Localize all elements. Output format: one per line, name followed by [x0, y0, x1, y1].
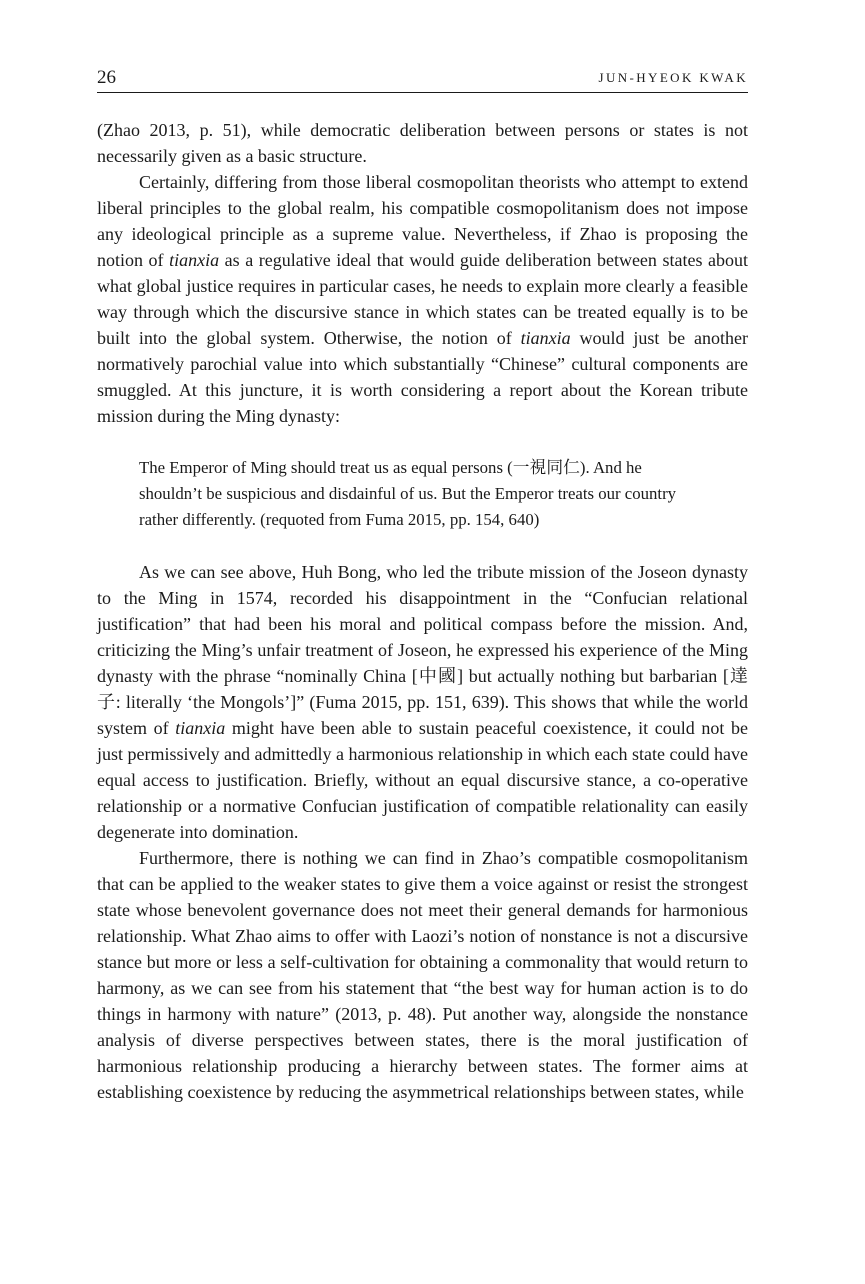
paragraph-2-italic-b: tianxia	[520, 328, 571, 348]
paragraph-2-text-c: would just be another normatively parochial value into which substantially “Chinese” cultural components are smuggled. At this juncture, it is worth considering a report about the Korean tribute mission during the Ming dynasty:	[97, 328, 748, 426]
paragraph-1-text: (Zhao 2013, p. 51), while democratic deliberation between persons or states is not necessarily given as a basic structure.	[97, 120, 748, 166]
paragraph-4-text: Furthermore, there is nothing we can find in Zhao’s compatible cosmopolitanism that can be applied to the weaker states to give them a voice against or resist the strongest state whose benevolent governance does not meet their general demands for harmonious relationship. What Zhao aims to offer with Laozi’s notion of nonstance is not a discursive stance but more or less a self-cultivation for obtaining a commonality that would return to harmony, as we can see from his statement that “the best way for human action is to do things in harmony with nature” (2013, p. 48). Put another way, alongside the nonstance analysis of diverse perspectives between states, there is the moral justification of harmonious relationship producing a hierarchy between states. The former aims at establishing coexistence by reducing the asymmetrical relationships between states, while	[97, 848, 748, 1102]
paragraph-2-text-a: Certainly, differing from those liberal cosmopolitan theorists who attempt to extend liberal principles to the global realm, his compatible cosmopolitanism does not impose any ideological principle as a supreme value. Nevertheless, if Zhao is proposing the notion of	[97, 172, 748, 270]
paragraph-3-italic: tianxia	[175, 718, 226, 738]
paragraph-2-italic-a: tianxia	[169, 250, 220, 270]
paragraph-4	[97, 845, 748, 1105]
block-quote	[139, 455, 708, 533]
page-header	[97, 66, 748, 93]
body-text	[97, 117, 748, 1105]
paragraph-2	[97, 169, 748, 429]
paragraph-1	[97, 117, 748, 169]
paragraph-2-text-b: as a regulative ideal that would guide deliberation between states about what global justice requires in particular cases, he needs to explain more clearly a feasible way through which the discursive stance in which states can be treated equally is to be built into the global system. Otherwise, the notion of	[97, 250, 749, 348]
paragraph-3	[97, 559, 748, 845]
block-quote-text: The Emperor of Ming should treat us as equal persons (一視同仁). And he shouldn’t be suspicious and disdainful of us. But the Emperor treats our country rather differently. (requoted from Fuma 2015, pp. 154, 640)	[139, 458, 677, 529]
running-head: JUN-HYEOK KWAK	[598, 70, 748, 85]
paragraph-3-text-b: might have been able to sustain peaceful coexistence, it could not be just permissively and admittedly a harmonious relationship in which each state could have equal access to justification. Briefly, without an equal discursive stance, a co-operative relationship or a normative Confucian justification of compatible relationality can easily degenerate into domination.	[97, 718, 748, 842]
paragraph-3-text-a: As we can see above, Huh Bong, who led the tribute mission of the Joseon dynasty to the Ming in 1574, recorded his disappointment in the “Confucian relational justification” that had been his moral and political compass before the mission. And, criticizing the Ming’s unfair treatment of Joseon, he expressed his experience of the Ming dynasty with the phrase “nominally China [中國] but actually nothing but barbarian [達子: literally ‘the Mongols’]” (Fuma 2015, pp. 151, 639). This shows that while the world system of	[97, 562, 748, 738]
page-number: 26	[97, 67, 116, 88]
